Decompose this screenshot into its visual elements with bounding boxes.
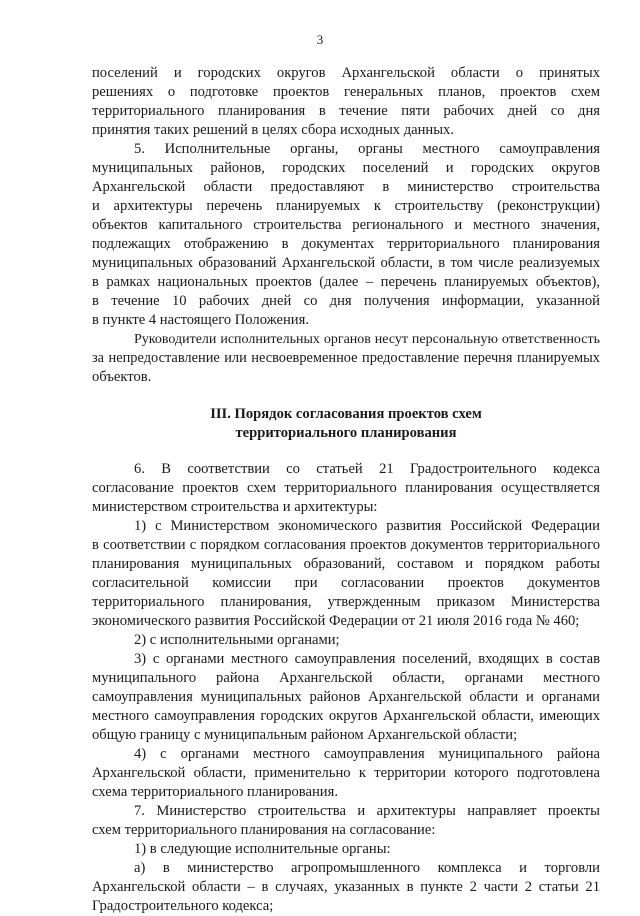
text-line: в рамках национальных проектов (далее – перечень планируемых объектов), [92,274,600,290]
text-line: 7. Министерство строительства и архитектуры направляет проекты [134,803,600,819]
text-line: а) в министерство агропромышленного комплекса и торговли [134,860,600,876]
text-line: за непредоставление или несвоевременное предоставление перечня планируемых [92,350,600,366]
text-line: решениях о подготовке проектов генеральных планов, проектов схем [92,84,600,100]
text-line: принятия таких решений в целях сбора исходных данных. [92,122,454,138]
text-line: в соответствии с порядком согласования проектов документов территориального [92,537,600,553]
text-line: 3) с органами местного самоуправления поселений, входящих в состав [134,651,600,667]
text-line: и архитектуры перечень планируемых к строительству (реконструкции) [92,198,600,214]
text-line: подлежащих отображению в документах территориального планирования [92,236,600,252]
section-heading: III. Порядок согласования проектов схем [210,406,482,422]
text-line: 1) в следующие исполнительные органы: [134,841,391,857]
text-line: схем территориального планирования на согласование: [92,822,436,838]
text-line: территориального планирования, утвержденным приказом Министерства [92,594,600,610]
text-line: экономического развития Российской Федерации от 21 июля 2016 года № 460; [92,613,580,629]
text-line: Руководители исполнительных органов несут персональную ответственность [134,332,600,347]
text-line: объектов. [92,369,152,385]
text-line: 2) с исполнительными органами; [134,632,340,648]
text-line: Архангельской области предоставляют в министерство строительства [92,179,600,195]
text-line: объектов капитального строительства регионального и местного значения, [92,217,600,233]
text-line: территориального планирования в течение пяти рабочих дней со дня [92,103,600,119]
section-heading: территориального планирования [235,425,457,441]
text-line: в пункте 4 настоящего Положения. [92,312,309,328]
text-line: схема территориального планирования. [92,784,338,800]
text-line: местного самоуправления городских округов Архангельской области, имеющих [92,708,600,724]
text-line: муниципальных районов, городских поселений и городских округов [92,160,600,176]
text-line: планирования муниципальных образований, составом и порядком работы [92,556,600,572]
page-number: 3 [316,32,324,47]
text-line: муниципального района Архангельской области, органами местного [92,670,600,686]
text-line: 4) с органами местного самоуправления муниципального района [134,746,600,762]
text-line: муниципальных образований Архангельской области, в том числе реализуемых [92,255,600,271]
text-line: согласование проектов схем территориального планирования осуществляется [92,480,600,496]
text-line: Архангельской области – в случаях, указанных в пункте 2 части 2 статьи 21 [92,879,600,895]
text-line: 1) с Министерством экономического развития Российской Федерации [134,518,600,534]
text-line: 5. Исполнительные органы, органы местного самоуправления [134,141,600,157]
text-line: поселений и городских округов Архангельской области о принятых [92,65,600,81]
text-line: Архангельской области, применительно к территории которого подготовлена [92,765,600,781]
text-line: Градостроительного кодекса; [92,898,274,914]
text-line: министерством строительства и архитектуры: [92,499,378,515]
text-line: 6. В соответствии со статьей 21 Градостроительного кодекса [134,461,600,477]
text-line: согласительной комиссии при согласовании проектов документов [92,575,600,591]
text-line: общую границу с муниципальным районом Архангельской области; [92,727,518,743]
text-line: самоуправления муниципальных районов Архангельской области и органами [92,689,600,705]
text-line: в течение 10 рабочих дней со дня получения информации, указанной [92,293,600,309]
